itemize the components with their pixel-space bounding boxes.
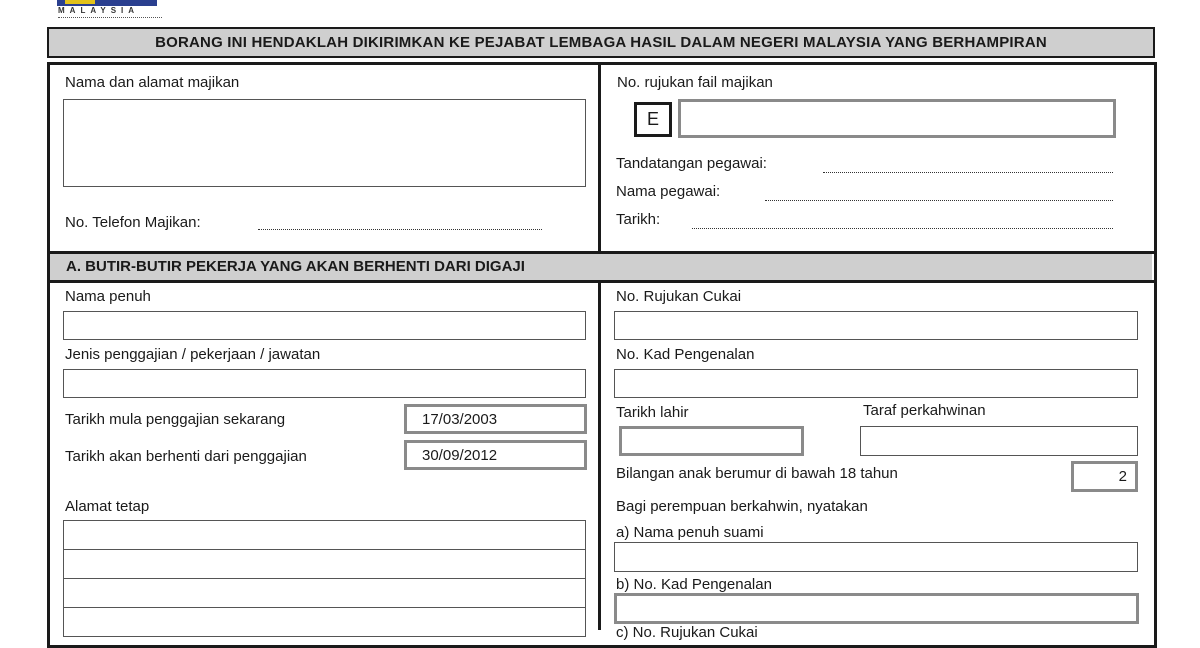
married-women-note: Bagi perempuan berkahwin, nyatakan <box>616 498 868 515</box>
permanent-address-line-4[interactable] <box>63 607 586 637</box>
permanent-address-line-3[interactable] <box>63 578 586 608</box>
ic-number-label: No. Kad Pengenalan <box>616 346 755 363</box>
form-banner: BORANG INI HENDAKLAH DIKIRIMKAN KE PEJABAT LEMBAGA HASIL DALAM NEGERI MALAYSIA YANG BERHAMPIRAN <box>47 27 1155 58</box>
employer-name-address-field[interactable] <box>63 99 586 187</box>
husband-name-field[interactable] <box>614 542 1138 572</box>
children-under-18-field[interactable] <box>1071 461 1138 492</box>
column-divider <box>598 62 601 630</box>
employer-phone-label: No. Telefon Majikan: <box>65 214 201 231</box>
permanent-address-line-1[interactable] <box>63 520 586 550</box>
husband-ic-field[interactable] <box>614 593 1139 624</box>
officer-name-field[interactable] <box>765 200 1113 201</box>
permanent-address-line-2[interactable] <box>63 549 586 579</box>
file-ref-prefix-box: E <box>634 102 672 137</box>
date-of-birth-field[interactable] <box>619 426 804 456</box>
marital-status-field[interactable] <box>860 426 1138 456</box>
officer-signature-label: Tandatangan pegawai: <box>616 155 767 172</box>
end-date-field[interactable] <box>404 440 587 470</box>
officer-signature-field[interactable] <box>823 172 1113 173</box>
logo-text: MALAYSIA <box>58 6 140 15</box>
end-date-label: Tarikh akan berhenti dari penggajian <box>65 448 307 465</box>
employer-file-ref-label: No. rujukan fail majikan <box>617 74 773 91</box>
start-date-value: 17/03/2003 <box>422 411 498 428</box>
start-date-field[interactable] <box>404 404 587 434</box>
tax-ref-field[interactable] <box>614 311 1138 340</box>
husband-ic-label: b) No. Kad Pengenalan <box>616 576 772 593</box>
employer-file-ref-field[interactable] <box>678 99 1116 138</box>
job-type-label: Jenis penggajian / pekerjaan / jawatan <box>65 346 321 363</box>
section-a-title: A. BUTIR-BUTIR PEKERJA YANG AKAN BERHENTI DARI DIGAJI <box>66 258 525 275</box>
permanent-address-label: Alamat tetap <box>65 498 150 515</box>
employer-phone-field[interactable] <box>258 229 542 230</box>
date-of-birth-label: Tarikh lahir <box>616 404 689 421</box>
officer-name-label: Nama pegawai: <box>616 183 721 200</box>
marital-status-label: Taraf perkahwinan <box>863 402 986 419</box>
full-name-field[interactable] <box>63 311 586 340</box>
section-a-header <box>50 254 1152 280</box>
date-field[interactable] <box>692 228 1113 229</box>
children-under-18-label: Bilangan anak berumur di bawah 18 tahun <box>616 465 898 482</box>
job-type-field[interactable] <box>63 369 586 398</box>
ic-number-field[interactable] <box>614 369 1138 398</box>
section-divider-bottom <box>47 280 1155 283</box>
husband-name-label: a) Nama penuh suami <box>616 524 764 541</box>
logo-underline <box>58 17 162 18</box>
end-date-value: 30/09/2012 <box>422 447 498 464</box>
date-label: Tarikh: <box>616 211 661 228</box>
tax-ref-label: No. Rujukan Cukai <box>616 288 742 305</box>
full-name-label: Nama penuh <box>65 288 151 305</box>
children-under-18-value: 2 <box>1118 468 1127 485</box>
section-a-bar-cover <box>598 254 601 280</box>
husband-tax-label: c) No. Rujukan Cukai <box>616 624 758 641</box>
start-date-label: Tarikh mula penggajian sekarang <box>65 411 286 428</box>
employer-name-address-label: Nama dan alamat majikan <box>65 74 240 91</box>
